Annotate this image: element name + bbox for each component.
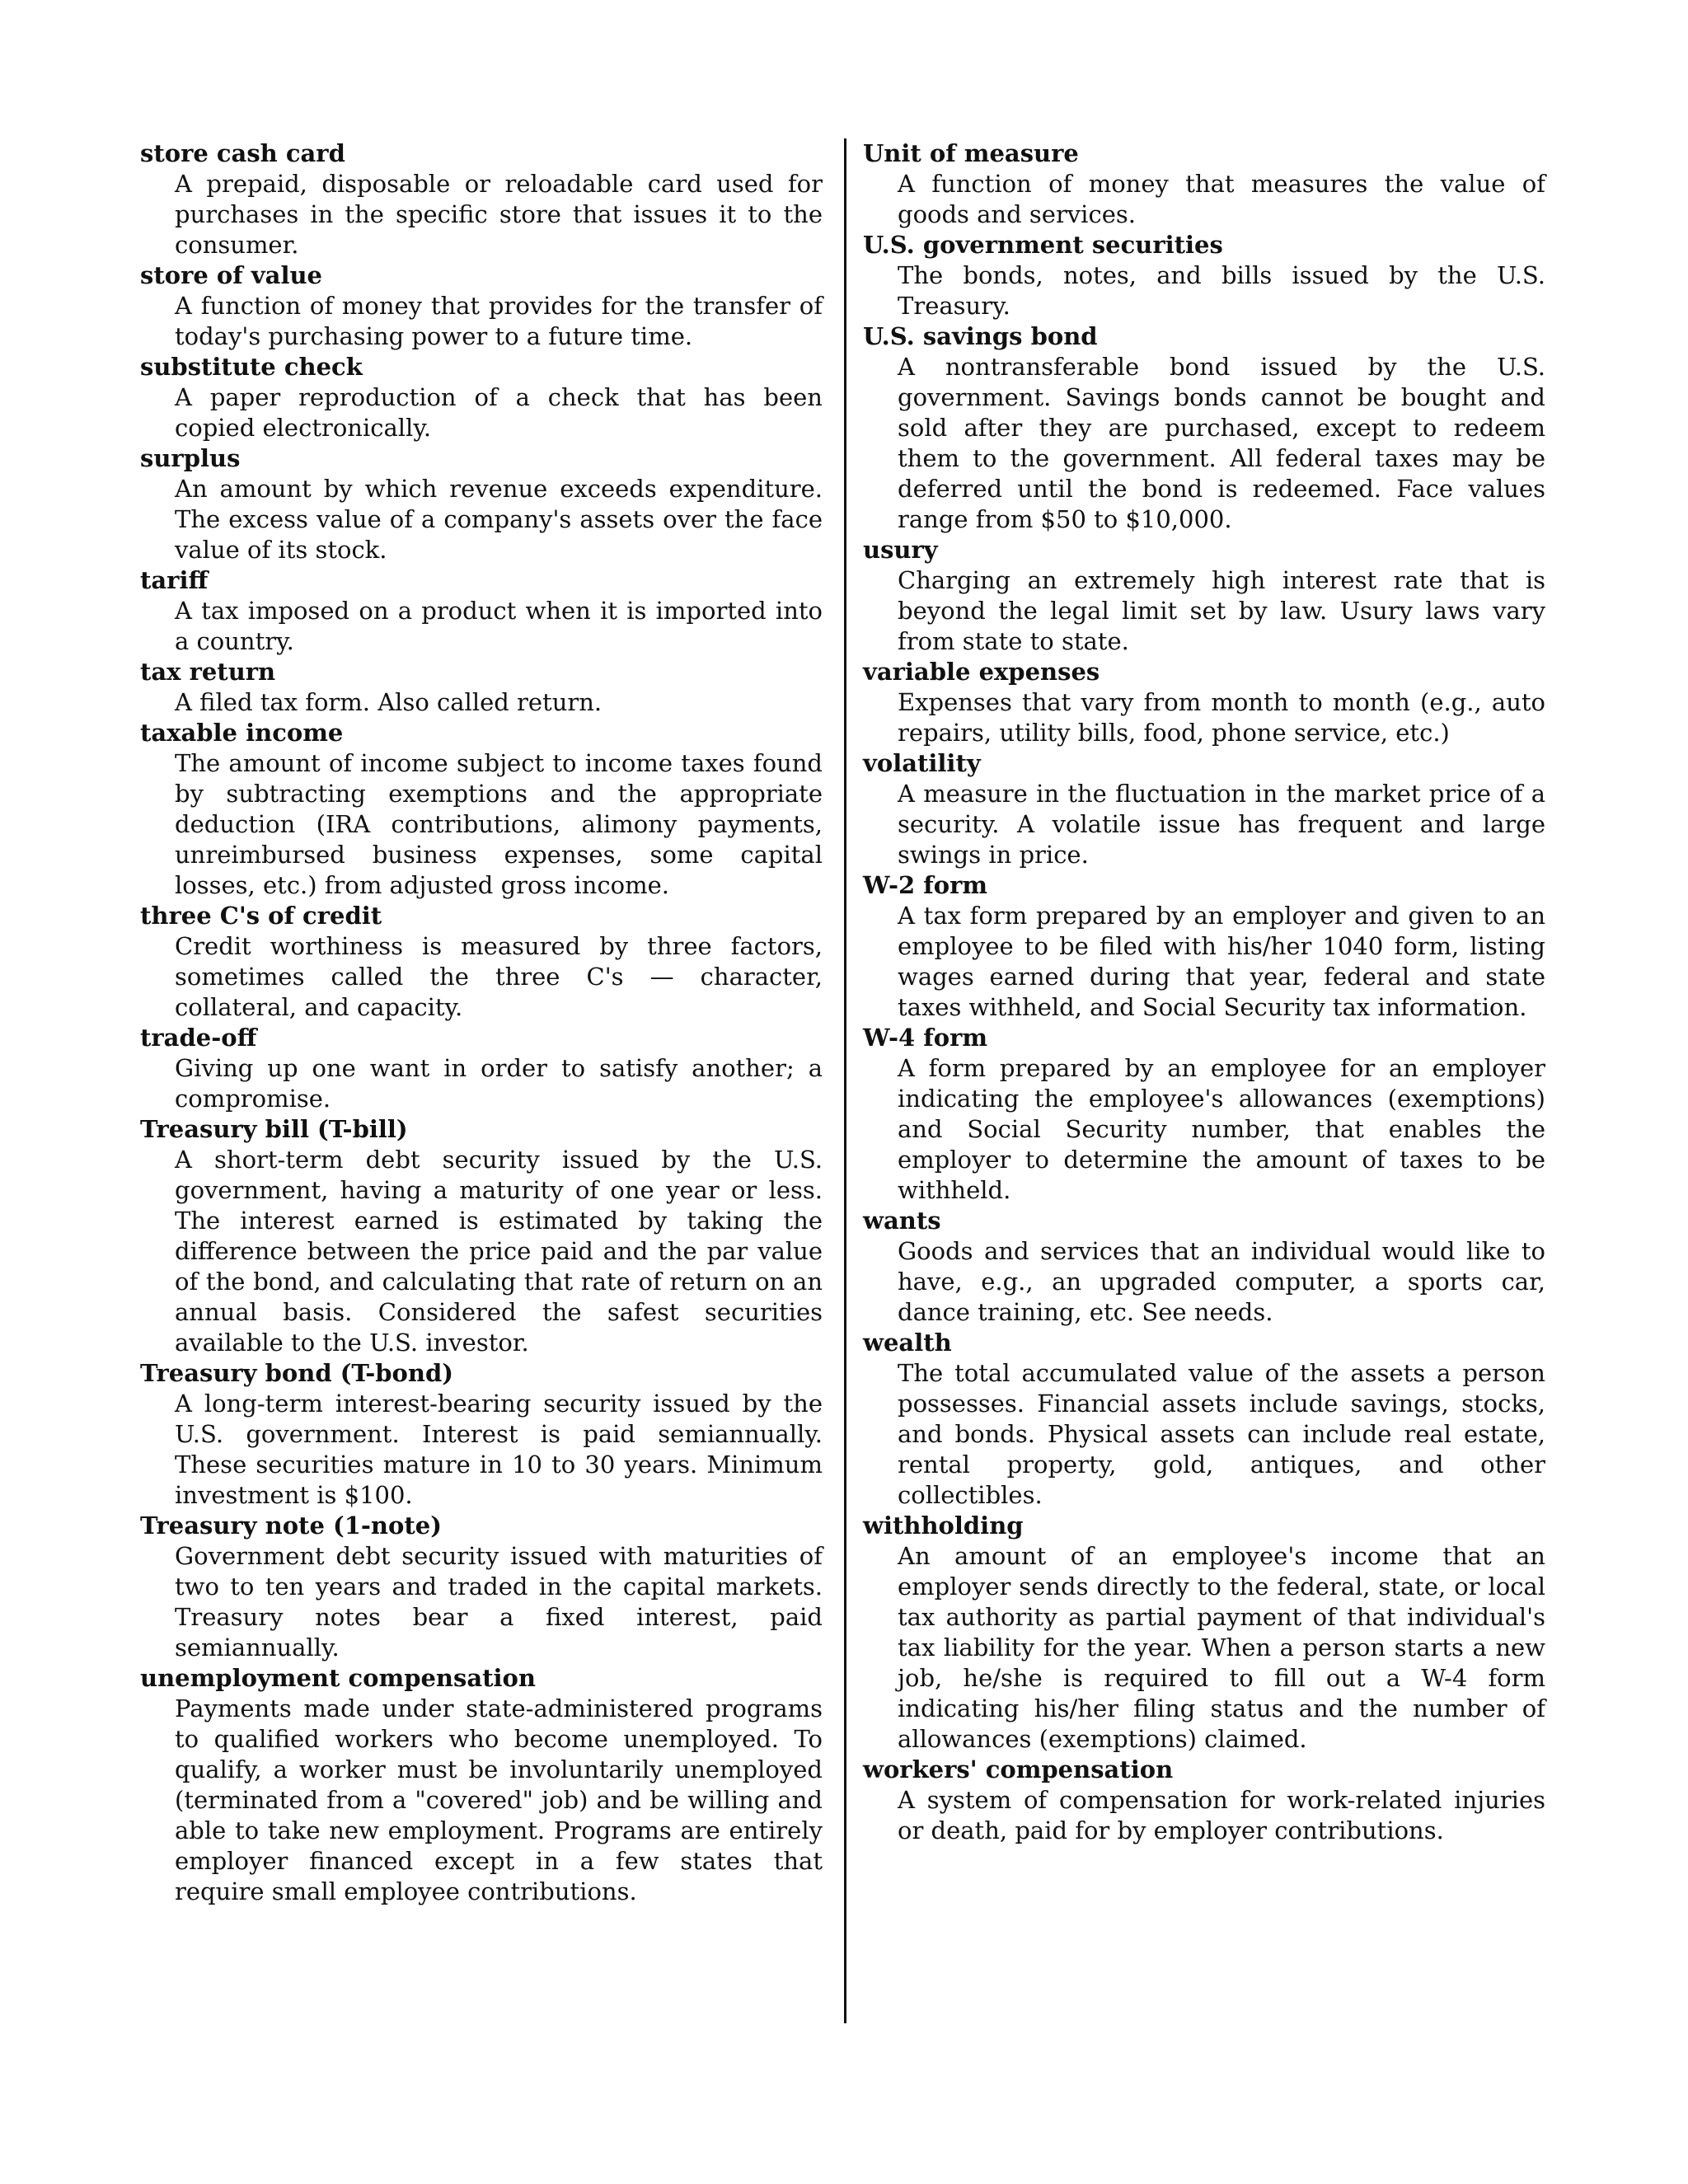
glossary-definition: The total accumulated value of the assets a person possesses. Financial assets include savings, stocks, and bonds. Physical assets can include real estate, rental property, gold, antiques, and other collectibles. (898, 1359, 1545, 1509)
glossary-definition: A tax imposed on a product when it is imported into a country. (175, 597, 823, 655)
glossary-term: U.S. savings bond (863, 322, 1098, 350)
column-divider (844, 138, 846, 2023)
glossary-definition: Charging an extremely high interest rate that is beyond the legal limit set by law. Usury laws vary from state to state. (898, 566, 1545, 655)
glossary-definition: The amount of income subject to income taxes found by subtracting exemptions and the appropriate deduction (IRA contributions, alimony payments, unreimbursed business expenses, some capital losses, etc.) from adjusted gross income. (175, 749, 823, 899)
glossary-term: wants (863, 1207, 941, 1235)
glossary-term: W-2 form (863, 871, 988, 899)
glossary-column-left (140, 138, 823, 1907)
glossary-definition: Credit worthiness is measured by three factors, sometimes called the three C's — character, collateral, and capacity. (175, 932, 823, 1021)
glossary-definition: Government debt security issued with maturities of two to ten years and traded in the capital markets. Treasury notes bear a fixed interest, paid semiannually. (175, 1542, 823, 1661)
glossary-definition: Expenses that vary from month to month (e.g., auto repairs, utility bills, food, phone service, etc.) (898, 688, 1545, 747)
glossary-definition: Goods and services that an individual would like to have, e.g., an upgraded computer, a sports car, dance training, etc. See needs. (898, 1237, 1545, 1326)
glossary-entry (863, 870, 1545, 1023)
glossary-term: Treasury note (1-note) (140, 1511, 442, 1540)
glossary-definition: A prepaid, disposable or reloadable card used for purchases in the specific store that issues it to the consumer. (175, 170, 823, 259)
glossary-entry (140, 901, 823, 1023)
glossary-entry (140, 1114, 823, 1358)
glossary-term: tariff (140, 566, 209, 594)
glossary-definition: A function of money that measures the value of goods and services. (898, 170, 1545, 228)
glossary-entry (140, 1511, 823, 1663)
glossary-entry (140, 443, 823, 565)
glossary-entry (863, 1511, 1545, 1755)
glossary-definition: A short-term debt security issued by the U.S. government, having a maturity of one year or less. The interest earned is estimated by taking the difference between the price paid and the par value of the bond, and calculating that rate of return on an annual basis. Considered the safest securities available to the U.S. investor. (175, 1146, 823, 1357)
glossary-entry (863, 748, 1545, 870)
glossary-term: workers' compensation (863, 1755, 1174, 1783)
glossary-entry (863, 138, 1545, 230)
glossary-entry (140, 657, 823, 718)
glossary-definition: A form prepared by an employee for an employer indicating the employee's allowances (exemptions) and Social Security number, that enables the employer to determine the amount of taxes to be withheld. (898, 1054, 1545, 1204)
glossary-entry (863, 1328, 1545, 1511)
glossary-term: Treasury bond (T-bond) (140, 1359, 453, 1387)
glossary-entry (140, 718, 823, 901)
glossary-definition: Giving up one want in order to satisfy another; a compromise. (175, 1054, 823, 1113)
glossary-term: taxable income (140, 719, 344, 747)
glossary-term: tax return (140, 658, 276, 686)
glossary-term: variable expenses (863, 658, 1100, 686)
glossary-entry (863, 321, 1545, 535)
glossary-entry (863, 535, 1545, 657)
glossary-entry (863, 1755, 1545, 1846)
glossary-term: unemployment compensation (140, 1664, 536, 1692)
glossary-term: usury (863, 536, 938, 564)
glossary-entry (140, 1663, 823, 1907)
glossary-definition: The bonds, notes, and bills issued by the U.S. Treasury. (898, 261, 1545, 320)
glossary-term: Treasury bill (T-bill) (140, 1115, 408, 1143)
glossary-term: Unit of measure (863, 139, 1079, 167)
glossary-definition: A tax form prepared by an employer and given to an employee to be filed with his/her 1040 form, listing wages earned during that year, federal and state taxes withheld, and Social Security tax information. (898, 902, 1545, 1021)
glossary-definition: A long-term interest-bearing security issued by the U.S. government. Interest is paid semiannually. These securities mature in 10 to 30 years. Minimum investment is $100. (175, 1390, 823, 1509)
glossary-term: three C's of credit (140, 902, 382, 930)
glossary-definition: A filed tax form. Also called return. (175, 688, 603, 716)
glossary-entry (863, 1206, 1545, 1328)
glossary-entry (863, 1023, 1545, 1206)
glossary-entry (863, 230, 1545, 321)
glossary-term: store of value (140, 261, 322, 289)
glossary-term: trade-off (140, 1024, 257, 1052)
glossary-term: store cash card (140, 139, 345, 167)
glossary-entry (140, 1358, 823, 1511)
glossary-definition: An amount by which revenue exceeds expenditure. The excess value of a company's assets over the face value of its stock. (175, 475, 823, 564)
glossary-definition: A system of compensation for work-related injuries or death, paid for by employer contributions. (898, 1786, 1545, 1844)
glossary-definition: A measure in the fluctuation in the market price of a security. A volatile issue has frequent and large swings in price. (898, 780, 1545, 869)
glossary-term: W-4 form (863, 1024, 988, 1052)
glossary-term: withholding (863, 1511, 1024, 1540)
glossary-entry (140, 565, 823, 657)
glossary-column-right (863, 138, 1545, 1846)
glossary-entry (140, 138, 823, 260)
glossary-entry (140, 260, 823, 352)
glossary-term: substitute check (140, 353, 363, 381)
glossary-definition: Payments made under state-administered programs to qualified workers who become unemployed. To qualify, a worker must be involuntarily unemployed (terminated from a "covered" job) and be willing and able to take new employment. Programs are entirely employer financed except in a few states that require small employee contributions. (175, 1694, 823, 1905)
glossary-term: surplus (140, 444, 241, 472)
glossary-definition: A paper reproduction of a check that has been copied electronically. (175, 383, 823, 442)
glossary-term: volatility (863, 749, 981, 777)
glossary-entry (863, 657, 1545, 748)
glossary-entry (140, 352, 823, 443)
glossary-definition: An amount of an employee's income that an employer sends directly to the federal, state, or local tax authority as partial payment of that individual's tax liability for the year. When a person starts a new job, he/she is required to fill out a W-4 form indicating his/her filing status and the number of allowances (exemptions) claimed. (898, 1542, 1545, 1753)
glossary-term: wealth (863, 1329, 952, 1357)
glossary-entry (140, 1023, 823, 1114)
glossary-term: U.S. government securities (863, 231, 1223, 259)
glossary-definition: A nontransferable bond issued by the U.S. government. Savings bonds cannot be bought and sold after they are purchased, except to redeem them to the government. All federal taxes may be deferred until the bond is redeemed. Face values range from $50 to $10,000. (898, 353, 1545, 533)
glossary-definition: A function of money that provides for the transfer of today's purchasing power to a future time. (175, 292, 823, 350)
